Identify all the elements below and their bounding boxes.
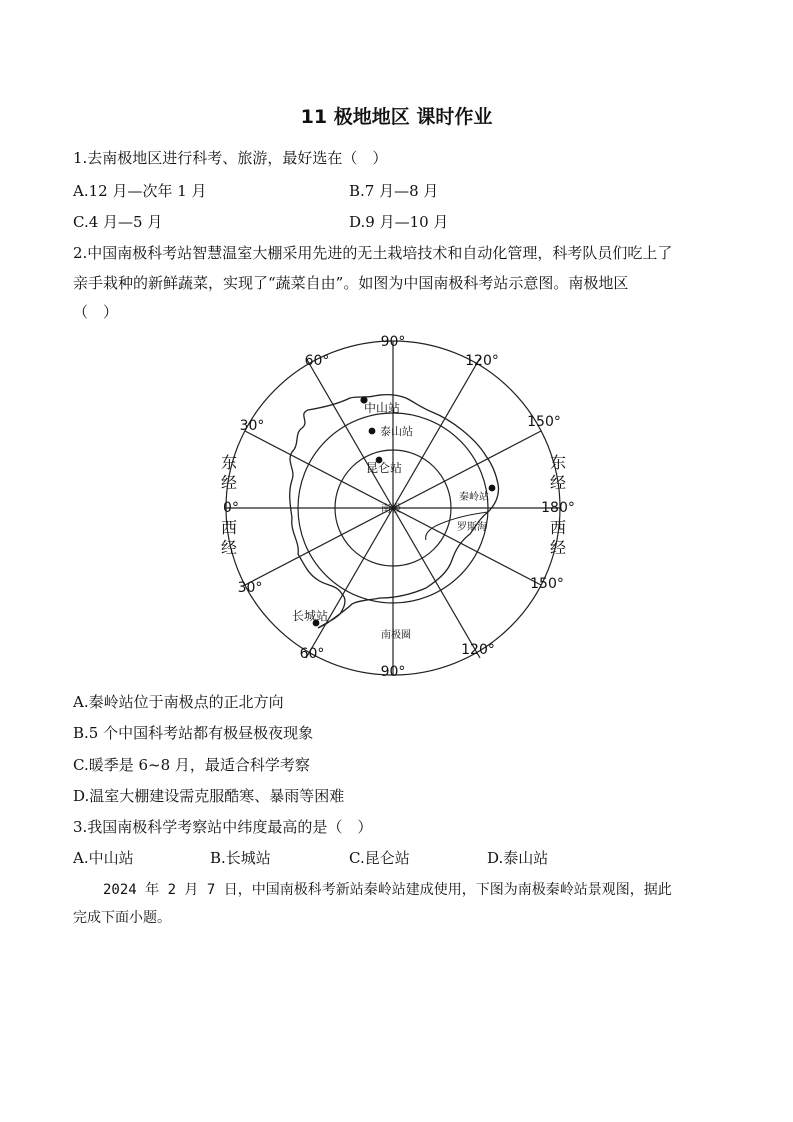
question-2-option-b[interactable]: B.5 个中国科考站都有极昼极夜现象 xyxy=(73,724,314,742)
label-30-lower: 30° xyxy=(237,580,263,596)
label-90-bottom: 90° xyxy=(380,664,406,680)
label-west-left: 西 xyxy=(220,518,238,537)
label-150-upper: 150° xyxy=(527,414,561,430)
question-3-stem: 3.我国南极科学考察站中纬度最高的是（ ） xyxy=(73,818,373,836)
label-east-right: 东 xyxy=(549,453,567,472)
kunlun-station-label: 昆仑站 xyxy=(366,461,403,475)
question-1-option-c[interactable]: C.4 月—5 月 xyxy=(73,213,163,231)
label-90-top: 90° xyxy=(380,334,406,350)
antarctic-circle-label: 南极圈 xyxy=(381,630,411,641)
question-3-option-b[interactable]: B.长城站 xyxy=(210,849,271,867)
label-0: 0° xyxy=(223,500,239,516)
label-120-lower: 120° xyxy=(461,642,495,658)
ross-sea-label: 罗斯海 xyxy=(457,522,487,533)
question-2-option-c[interactable]: C.暖季是 6~8 月，最适合科学考察 xyxy=(73,756,310,774)
question-2-stem-line-1: 2.中国南极科考站智慧温室大棚采用先进的无土栽培技术和自动化管理，科考队员们吃上了 xyxy=(73,244,673,262)
question-2-option-d[interactable]: D.温室大棚建设需克服酷寒、暴雨等困难 xyxy=(73,787,345,805)
label-30-upper: 30° xyxy=(239,418,265,434)
reading-passage xyxy=(73,876,723,932)
label-jing-right-2: 经 xyxy=(549,538,567,557)
taishan-station-dot xyxy=(369,428,376,435)
question-2-stem-line-3: （ ） xyxy=(73,303,119,321)
question-1-option-b[interactable]: B.7 月—8 月 xyxy=(349,182,439,200)
label-west-right: 西 xyxy=(549,518,567,537)
label-60-upper: 60° xyxy=(304,353,330,369)
page-title: 11 极地地区 课时作业 xyxy=(300,106,493,128)
question-3-option-c[interactable]: C.昆仑站 xyxy=(349,849,410,867)
label-180: 180° xyxy=(541,500,575,516)
passage-line-2: 完成下面小题。 xyxy=(73,910,171,926)
antarctica-stations-map xyxy=(200,328,600,684)
label-east-left: 东 xyxy=(220,453,238,472)
label-60-lower: 60° xyxy=(299,646,325,662)
label-150-lower: 150° xyxy=(530,576,564,592)
qinling-station-label: 秦岭站 xyxy=(459,492,489,503)
label-jing-right-1: 经 xyxy=(549,473,567,492)
question-2-option-a[interactable]: A.秦岭站位于南极点的正北方向 xyxy=(73,693,284,711)
question-3-option-a[interactable]: A.中山站 xyxy=(73,849,134,867)
qinling-station-dot xyxy=(489,485,496,492)
question-1-stem: 1.去南极地区进行科考、旅游，最好选在（ ） xyxy=(73,149,388,167)
zhongshan-station-label: 中山站 xyxy=(364,401,401,415)
question-3-option-d[interactable]: D.泰山站 xyxy=(487,849,549,867)
south-pole-label: 南极 xyxy=(381,504,401,515)
question-2-stem-line-2: 亲手栽种的新鲜蔬菜，实现了“蔬菜自由”。如图为中国南极科考站示意图。南极地区 xyxy=(73,274,629,292)
question-1-option-a[interactable]: A.12 月—次年 1 月 xyxy=(73,182,207,200)
label-jing-left-2: 经 xyxy=(220,538,238,557)
changcheng-station-label: 长城站 xyxy=(292,609,329,623)
passage-line-1: 2024 年 2 月 7 日，中国南极科考新站秦岭站建成使用，下图为南极秦岭站景观图，据此 xyxy=(103,882,672,898)
taishan-station-label: 泰山站 xyxy=(380,425,413,438)
question-1-option-d[interactable]: D.9 月—10 月 xyxy=(349,213,449,231)
label-jing-left-1: 经 xyxy=(220,473,238,492)
label-120-upper: 120° xyxy=(465,353,499,369)
